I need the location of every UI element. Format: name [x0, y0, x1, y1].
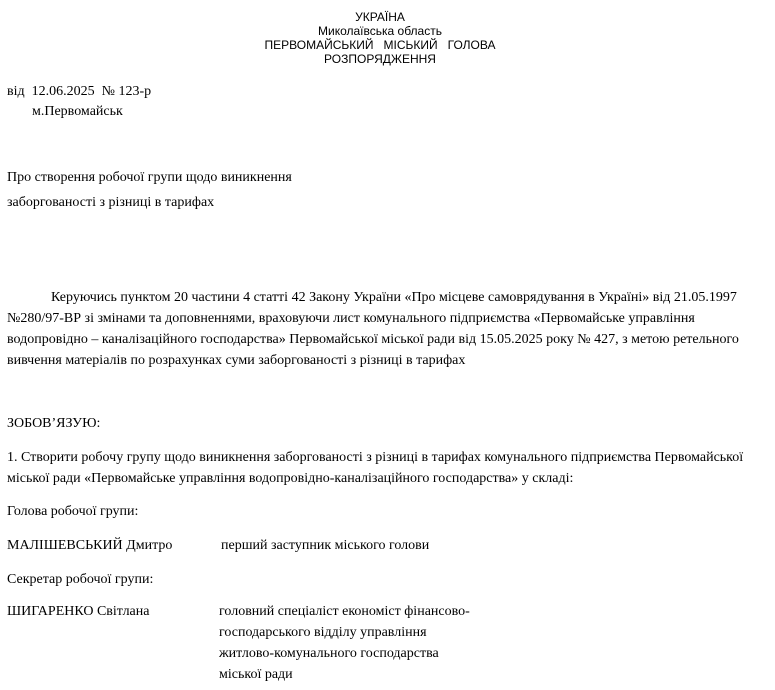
header-doc-type: РОЗПОРЯДЖЕННЯ [324, 52, 436, 66]
secretary-position [219, 601, 470, 685]
secretary-position-line: житлово-комунального господарства [219, 646, 439, 661]
document-date-number: від 12.06.2025 № 123-р [7, 84, 152, 99]
header-region: Миколаївська область [318, 24, 442, 38]
item-1-line: 1. Створити робочу групу щодо виникнення заборгованості з різниці в тарифах комунального підприємства Первомайської [7, 450, 744, 465]
header-authority: ПЕРВОМАЙСЬКИЙ МІСЬКИЙ ГОЛОВА [264, 38, 496, 52]
subject-line: Про створення робочої групи щодо виникнення [7, 170, 292, 185]
item-1 [7, 447, 752, 489]
secretary-name: ШИГАРЕНКО Світлана [7, 604, 150, 619]
head-position: перший заступник міського голови [221, 538, 430, 553]
preamble-line: №280/97-ВР зі змінами та доповненнями, враховуючи лист комунального підприємства «Первомайське управління [7, 311, 695, 326]
document-subject [7, 167, 292, 213]
head-label: Голова робочої групи: [7, 504, 139, 519]
subject-line: заборгованості з різниці в тарифах [7, 195, 215, 210]
header-country: УКРАЇНА [355, 10, 405, 24]
document-header [0, 10, 760, 66]
head-name: МАЛІШЕВСЬКИЙ Дмитро [7, 538, 173, 553]
document-preamble [7, 287, 747, 371]
preamble-line: вивчення матеріалів по розрахунках суми заборгованості з різниці в тарифах [7, 353, 466, 368]
secretary-position-line: міської ради [219, 667, 293, 682]
preamble-line: Керуючись пунктом 20 частини 4 статті 42 Закону України «Про місцеве самоврядування в Україні» від 21.05.1997 [51, 290, 737, 305]
secretary-position-line: господарського відділу управління [219, 625, 427, 640]
secretary-position-line: головний спеціаліст економіст фінансово- [219, 604, 470, 619]
preamble-line: водопровідно – каналізаційного господарства» Первомайської міської ради від 15.05.2025 року № 427, з метою ретельного [7, 332, 739, 347]
item-1-line: міської ради «Первомайське управління водопровідно-каналізаційного господарства» у складі: [7, 471, 574, 486]
document-city: м.Первомайськ [32, 104, 123, 119]
secretary-label: Секретар робочої групи: [7, 572, 154, 587]
obligation-heading: ЗОБОВ’ЯЗУЮ: [7, 416, 101, 431]
